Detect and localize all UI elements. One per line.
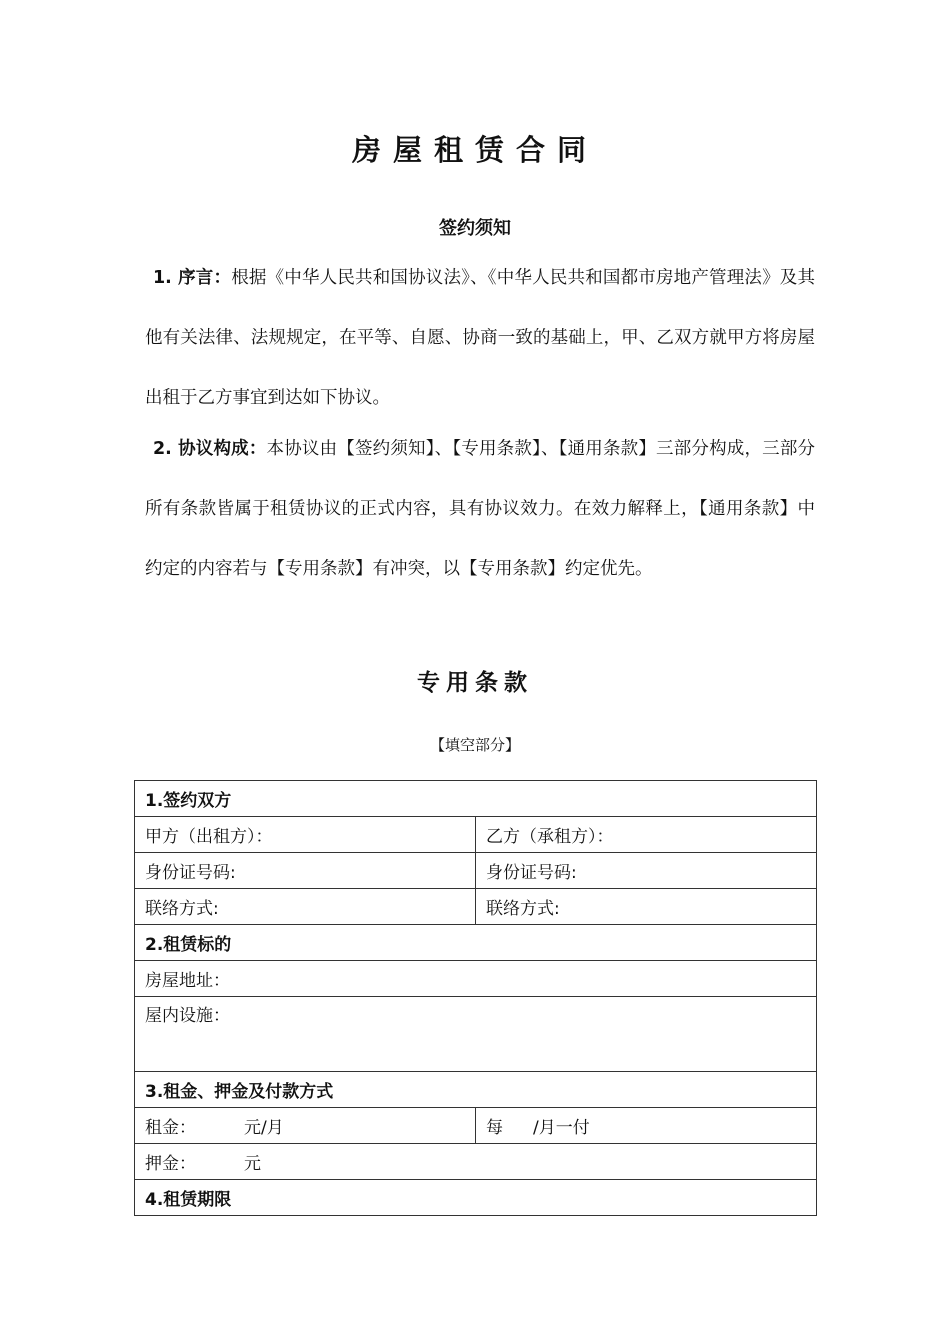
payment-each-label: 每 bbox=[486, 1118, 503, 1138]
table-row bbox=[135, 781, 817, 817]
address-field[interactable]: 房屋地址： bbox=[135, 961, 817, 997]
deposit-field[interactable] bbox=[135, 1144, 817, 1180]
paragraph-text: 根据《中华人民共和国协议法》、《中华人民共和国都市房地产管理法》及其他有关法律、法规规定，在平等、自愿、协商一致的基础上，甲、乙双方就甲方将房屋出租于乙方事宜到达如下协议。 bbox=[145, 268, 815, 408]
table-row bbox=[135, 1108, 817, 1144]
section-header-parties: 1.签约双方 bbox=[135, 781, 817, 817]
paragraph-composition bbox=[145, 419, 815, 599]
table-row bbox=[135, 817, 817, 853]
rent-unit: 元/月 bbox=[244, 1118, 284, 1138]
section-header-payment: 3.租金、押金及付款方式 bbox=[135, 1072, 817, 1108]
section-header-term: 4.租赁期限 bbox=[135, 1180, 817, 1216]
fill-in-note: 【填空部分】 bbox=[429, 736, 520, 754]
rent-label: 租金： bbox=[145, 1118, 196, 1138]
deposit-unit: 元 bbox=[244, 1154, 261, 1174]
facilities-field[interactable]: 屋内设施： bbox=[135, 997, 817, 1072]
contract-form-table bbox=[134, 780, 817, 1216]
paragraph-lead: 2. 协议构成： bbox=[153, 439, 267, 459]
table-row bbox=[135, 997, 817, 1072]
paragraph-text: 本协议由【签约须知】、【专用条款】、【通用条款】三部分构成，三部分所有条款皆属于租赁协议的正式内容，具有协议效力。在效力解释上，【通用条款】中约定的内容若与【专用条款】有冲突，以【专用条款】约定优先。 bbox=[145, 439, 816, 579]
party-b-contact-field[interactable]: 联络方式: bbox=[476, 889, 817, 925]
paragraph-lead: 1. 序言： bbox=[153, 268, 232, 288]
party-a-field[interactable]: 甲方（出租方）： bbox=[135, 817, 476, 853]
special-terms-title: 专用条款 bbox=[417, 670, 533, 696]
rent-field[interactable] bbox=[135, 1108, 476, 1144]
payment-cycle-field[interactable] bbox=[476, 1108, 817, 1144]
table-row bbox=[135, 961, 817, 997]
section-subtitle: 签约须知 bbox=[439, 218, 511, 239]
table-row bbox=[135, 925, 817, 961]
party-a-id-field[interactable]: 身份证号码: bbox=[135, 853, 476, 889]
party-a-contact-field[interactable]: 联络方式: bbox=[135, 889, 476, 925]
table-row bbox=[135, 889, 817, 925]
paragraph-preamble bbox=[145, 248, 815, 428]
table-row bbox=[135, 1180, 817, 1216]
document-title: 房屋租赁合同 bbox=[351, 133, 598, 167]
party-b-field[interactable]: 乙方（承租方）： bbox=[476, 817, 817, 853]
deposit-label: 押金： bbox=[145, 1154, 196, 1174]
table-row bbox=[135, 1144, 817, 1180]
party-b-id-field[interactable]: 身份证号码: bbox=[476, 853, 817, 889]
table-row bbox=[135, 853, 817, 889]
section-header-subject: 2.租赁标的 bbox=[135, 925, 817, 961]
table-row bbox=[135, 1072, 817, 1108]
payment-cycle-unit: /月一付 bbox=[533, 1118, 590, 1138]
